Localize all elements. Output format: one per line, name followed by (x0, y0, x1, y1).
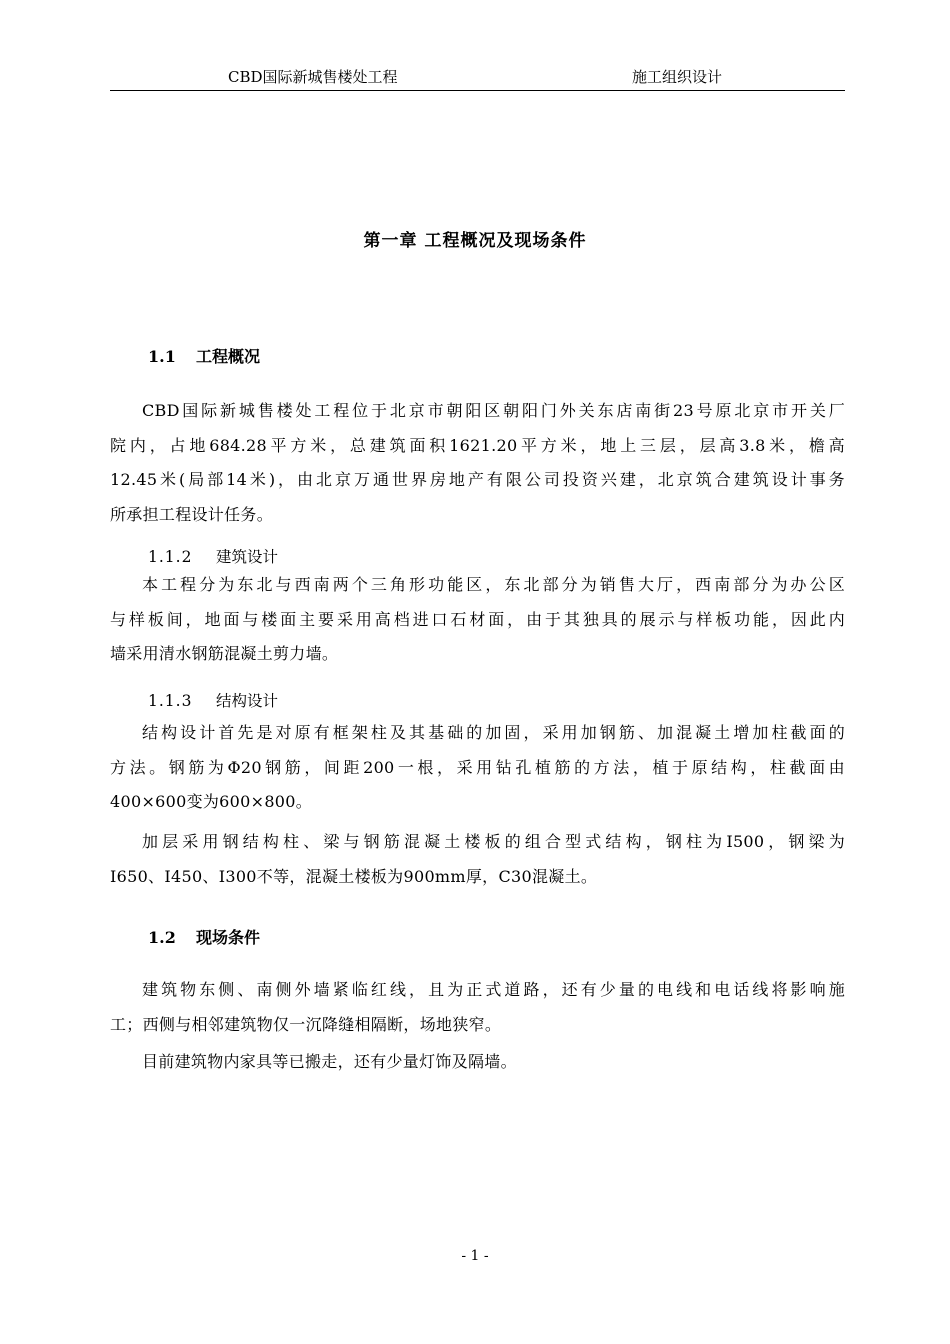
paragraph-site-conditions (110, 973, 845, 1042)
text-line: 所承担工程设计任务。 (110, 504, 274, 524)
text-line: 院内，占地684.28平方米，总建筑面积1621.20平方米，地上三层，层高3.8米，檐高 (110, 435, 845, 455)
text-line: 400×600变为600×800。 (110, 792, 313, 811)
subsection-number: 1.1.3 (148, 692, 193, 710)
text-line: 结构设计首先是对原有框架柱及其基础的加固，采用加钢筋、加混凝土增加柱截面的 (142, 723, 845, 742)
text-line: 工；西侧与相邻建筑物仅一沉降缝相隔断，场地狭窄。 (110, 1014, 502, 1034)
paragraph-current-status (110, 1045, 845, 1080)
text-line: 与样板间，地面与楼面主要采用高档进口石材面，由于其独具的展示与样板功能，因此内 (110, 609, 845, 629)
subsection-number: 1.1.2 (148, 548, 193, 566)
paragraph-structure (110, 716, 845, 820)
text-line: 目前建筑物内家具等已搬走，还有少量灯饰及隔墙。 (142, 1052, 517, 1071)
text-line: 方法。钢筋为Φ20钢筋，间距200一根，采用钻孔植筋的方法，植于原结构，柱截面由 (110, 757, 845, 777)
text-line: 墙采用清水钢筋混凝土剪力墙。 (110, 644, 339, 663)
paragraph-steel-structure (110, 825, 845, 894)
text-line: 加层采用钢结构柱、梁与钢筋混凝土楼板的组合型式结构，钢柱为I500，钢梁为 (142, 832, 845, 851)
header-project-name: CBD国际新城售楼处工程 (228, 68, 398, 86)
text-line: CBD国际新城售楼处工程位于北京市朝阳区朝阳门外关东店南街23号原北京市开关厂 (142, 401, 845, 420)
subsection-heading-1-1-3 (148, 689, 278, 711)
subsection-title: 建筑设计 (216, 548, 279, 566)
section-title: 工程概况 (196, 347, 261, 366)
subsection-heading-1-1-2 (148, 545, 278, 567)
header-document-type: 施工组织设计 (632, 68, 723, 86)
text-line: 本工程分为东北与西南两个三角形功能区，东北部分为销售大厅，西南部分为办公区 (142, 575, 845, 594)
subsection-title: 结构设计 (216, 692, 279, 710)
section-title: 现场条件 (196, 928, 261, 947)
page-number: - 1 - (461, 1248, 489, 1264)
section-heading-1-2 (148, 925, 260, 948)
text-line: 12.45米(局部14米)，由北京万通世界房地产有限公司投资兴建，北京筑合建筑设计事务 (110, 470, 845, 489)
chapter-title: 第一章 工程概况及现场条件 (363, 231, 587, 251)
text-line: I650、I450、I300不等，混凝土楼板为900mm厚，C30混凝土。 (110, 866, 598, 886)
text-line: 建筑物东侧、南侧外墙紧临红线，且为正式道路，还有少量的电线和电话线将影响施 (142, 980, 845, 999)
section-number: 1.1 (148, 347, 176, 366)
page-header (110, 64, 845, 91)
section-number: 1.2 (148, 928, 176, 947)
paragraph-architecture (110, 568, 845, 672)
paragraph-overview (110, 394, 845, 532)
section-heading-1-1 (148, 344, 260, 367)
